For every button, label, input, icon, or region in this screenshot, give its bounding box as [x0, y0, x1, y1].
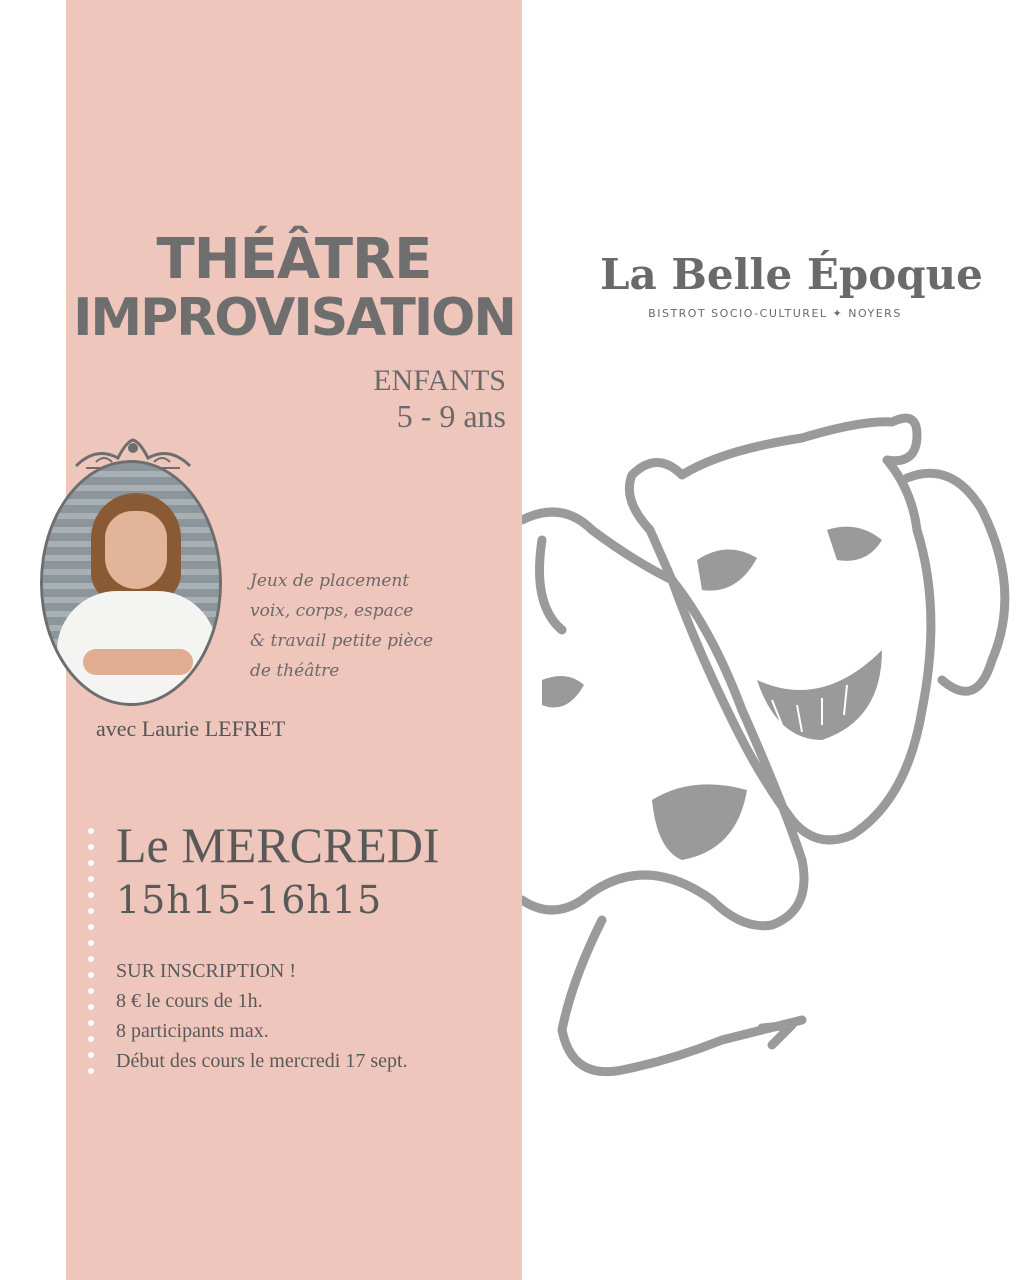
- brand-subtitle: BISTROT SOCIO-CULTUREL ✦ NOYERS: [648, 307, 902, 320]
- audience-label: ENFANTS: [373, 364, 506, 397]
- schedule-time: 15h15-16h15: [116, 878, 383, 922]
- title-improvisation: IMPROVISATION: [73, 288, 515, 348]
- activity-line: & travail petite pièce: [250, 631, 434, 651]
- activity-line: Jeux de placement: [250, 571, 410, 591]
- schedule-day: Le MERCREDI: [116, 817, 440, 873]
- brand-name: La Belle Époque: [600, 250, 983, 299]
- info-line: Début des cours le mercredi 17 sept.: [116, 1050, 408, 1072]
- activity-line: voix, corps, espace: [250, 601, 414, 621]
- info-line: 8 participants max.: [116, 1020, 269, 1042]
- brand-logo: [600, 250, 983, 320]
- dotted-line: [88, 828, 98, 1084]
- info-line: 8 € le cours de 1h.: [116, 990, 263, 1012]
- theatre-masks-icon: [522, 380, 1024, 1100]
- info-list: [116, 956, 408, 1076]
- activity-line: de théâtre: [250, 661, 340, 681]
- info-line: SUR INSCRIPTION !: [116, 960, 297, 982]
- portrait-photo: [40, 460, 222, 706]
- teacher-portrait: [36, 436, 226, 716]
- title-theatre: THÉÂTRE: [156, 227, 432, 292]
- age-range: 5 - 9 ans: [396, 398, 506, 434]
- teacher-name: avec Laurie LEFRET: [96, 716, 286, 741]
- activities-list: [250, 566, 480, 686]
